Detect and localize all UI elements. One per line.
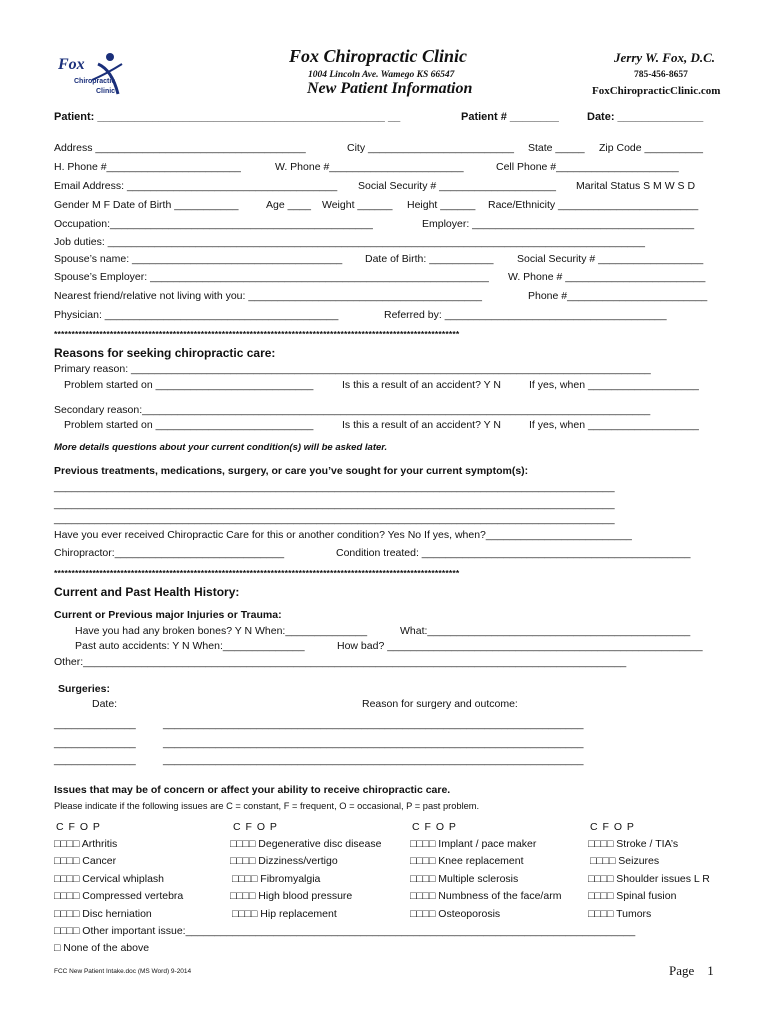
issue-tumors[interactable]	[588, 908, 651, 920]
secondary-started-field[interactable]: Problem started on ___________________________	[64, 419, 314, 431]
issue-compressed-vertebra[interactable]	[54, 890, 183, 902]
issue-label: Degenerative disc disease	[258, 838, 382, 850]
checkboxes[interactable]: □□□□	[232, 908, 258, 920]
issue-other[interactable]	[54, 925, 635, 937]
spouse-dob-field[interactable]: Date of Birth: ___________	[365, 253, 494, 265]
chiropractic-care-question[interactable]: Have you ever received Chiropractic Care for this or another condition? Yes No If yes, when?_________________________	[54, 529, 632, 541]
issue-seizures[interactable]	[590, 855, 659, 867]
details-note: More details questions about your current condition(s) will be asked later.	[54, 442, 388, 453]
checkboxes[interactable]: □□□□	[230, 890, 256, 902]
issue-label: Multiple sclerosis	[438, 873, 519, 885]
issue-label: Shoulder issues L R	[616, 873, 710, 885]
home-phone-field[interactable]: H. Phone #_______________________	[54, 161, 241, 173]
issue-label: Arthritis	[81, 838, 118, 850]
clinic-phone: 785-456-8657	[634, 70, 688, 80]
issue-label: Compressed vertebra	[82, 890, 184, 902]
surgery-date-1[interactable]: ______________	[54, 718, 136, 730]
issue-high-blood-pressure[interactable]	[230, 890, 352, 902]
issue-arthritis[interactable]	[54, 838, 117, 850]
checkboxes[interactable]: □□□□	[410, 908, 436, 920]
issue-label: High blood pressure	[258, 890, 353, 902]
issues-heading: Issues that may be of concern or affect your ability to receive chiropractic care.	[54, 784, 451, 796]
issue-label: Fibromyalgia	[260, 873, 321, 885]
logo-fox-text: Fox	[58, 56, 85, 73]
clinic-address: 1004 Lincoln Ave. Wamego KS 66547	[308, 70, 455, 80]
issue-multiple-sclerosis[interactable]	[410, 873, 518, 885]
issue-label: Cancer	[82, 855, 117, 867]
cfop-header-3: C F O P	[412, 821, 457, 833]
issue-implant[interactable]	[410, 838, 536, 850]
checkboxes[interactable]: □□□□	[232, 873, 258, 885]
previous-treatments-line-1[interactable]: ________________________________________________________________________________________________	[54, 481, 615, 493]
broken-bones-what-field[interactable]: What:_____________________________________________	[400, 625, 691, 637]
cfop-header-2: C F O P	[233, 821, 278, 833]
spouse-work-phone-field[interactable]: W. Phone # ________________________	[508, 271, 706, 283]
employer-field[interactable]: Employer: ______________________________________	[422, 218, 695, 230]
spouse-name-field[interactable]: Spouse’s name: ____________________________________	[54, 253, 343, 265]
surgery-reason-2[interactable]: ________________________________________________________________________	[163, 737, 584, 749]
footer-filename: FCC New Patient Intake.doc (MS Word) 9-2014	[54, 968, 192, 975]
checkboxes[interactable]: □□□□	[588, 838, 614, 850]
issue-spinal-fusion[interactable]	[588, 890, 676, 902]
issue-knee-replacement[interactable]	[410, 855, 524, 867]
nearest-relative-field[interactable]: Nearest friend/relative not living with you: ________________________________________	[54, 290, 482, 302]
race-field[interactable]: Race/Ethnicity ________________________	[488, 199, 699, 211]
surgeries-heading: Surgeries:	[58, 683, 110, 695]
previous-treatments-line-3[interactable]: ________________________________________________________________________________________________	[54, 513, 615, 525]
patient-name-field[interactable]: Patient: _______________________________________________ __	[54, 111, 401, 123]
checkboxes[interactable]: □□□□	[410, 890, 436, 902]
issue-label: Seizures	[618, 855, 660, 867]
secondary-when-field[interactable]: If yes, when ___________________	[529, 419, 699, 431]
surgery-date-3[interactable]: ______________	[54, 754, 136, 766]
issue-label: Numbness of the face/arm	[438, 890, 562, 902]
address-field[interactable]: Address ____________________________________	[54, 142, 306, 154]
other-issue-field[interactable]: Other important issue:_____________________________________________________________________________	[82, 925, 636, 937]
separator-stars-2: ********************************************************************************************************************	[54, 568, 460, 578]
checkboxes[interactable]: □□□□	[410, 838, 436, 850]
issue-degenerative-disc[interactable]	[230, 838, 381, 850]
checkboxes[interactable]: □□□□	[410, 873, 436, 885]
clinic-name: Fox Chiropractic Clinic	[289, 46, 468, 66]
checkboxes[interactable]: □□□□	[54, 838, 80, 850]
occupation-field[interactable]: Occupation:_____________________________________________	[54, 218, 373, 230]
email-field[interactable]: Email Address: ____________________________________	[54, 180, 338, 192]
issue-disc-herniation[interactable]	[54, 908, 152, 920]
checkboxes[interactable]: □□□□	[54, 908, 80, 920]
checkboxes[interactable]: □□□□	[588, 908, 614, 920]
history-heading: Current and Past Health History:	[54, 585, 240, 599]
checkboxes[interactable]: □□□□	[230, 838, 256, 850]
issue-label: Implant / pace maker	[438, 838, 537, 850]
form-title: New Patient Information	[307, 80, 473, 97]
spouse-employer-field[interactable]: Spouse’s Employer: __________________________________________________________	[54, 271, 489, 283]
separator-stars: ********************************************************************************************************************	[54, 329, 460, 339]
date-field[interactable]: Date: ______________	[587, 111, 704, 123]
issue-label: Cervical whiplash	[82, 873, 164, 885]
surgery-date-2[interactable]: ______________	[54, 737, 136, 749]
cell-phone-field[interactable]: Cell Phone #_____________________	[496, 161, 679, 173]
issue-stroke[interactable]	[588, 838, 678, 850]
broken-bones-field[interactable]: Have you had any broken bones? Y N When:______________	[75, 625, 368, 637]
secondary-reason-field[interactable]: Secondary reason:_______________________________________________________________________________________	[54, 404, 651, 416]
issue-label: Dizziness/vertigo	[258, 855, 338, 867]
issue-label: Tumors	[616, 908, 652, 920]
primary-when-field[interactable]: If yes, when ___________________	[529, 379, 699, 391]
cfop-header-4: C F O P	[590, 821, 635, 833]
clinic-logo	[52, 50, 132, 102]
issue-label: Osteoporosis	[438, 908, 501, 920]
primary-started-field[interactable]: Problem started on ___________________________	[64, 379, 314, 391]
condition-treated-field[interactable]: Condition treated: ______________________________________________	[336, 547, 691, 559]
surgery-reason-1[interactable]: ________________________________________________________________________	[163, 718, 584, 730]
zip-field[interactable]: Zip Code __________	[599, 142, 703, 154]
physician-field[interactable]: Physician: ________________________________________	[54, 309, 339, 321]
surgery-reason-label: Reason for surgery and outcome:	[362, 698, 518, 710]
secondary-accident-field[interactable]: Is this a result of an accident? Y N	[342, 419, 501, 431]
issue-cervical-whiplash[interactable]	[54, 873, 164, 885]
issues-instructions: Please indicate if the following issues are C = constant, F = frequent, O = occasional, P = past problem.	[54, 801, 480, 811]
issue-label: Hip replacement	[260, 908, 337, 920]
issue-fibromyalgia[interactable]	[232, 873, 320, 885]
work-phone-field[interactable]: W. Phone #_______________________	[275, 161, 464, 173]
other-injuries-field[interactable]: Other:_____________________________________________________________________________________________	[54, 656, 627, 668]
issue-label: Spinal fusion	[616, 890, 677, 902]
state-field[interactable]: State _____	[528, 142, 585, 154]
auto-accidents-field[interactable]: Past auto accidents: Y N When:______________	[75, 640, 305, 652]
checkboxes[interactable]: □□□□	[54, 873, 80, 885]
logo-line2: Clinic	[96, 88, 116, 95]
primary-accident-field[interactable]: Is this a result of an accident? Y N	[342, 379, 501, 391]
issue-shoulder[interactable]	[588, 873, 710, 885]
issue-numbness[interactable]	[410, 890, 561, 902]
reasons-heading: Reasons for seeking chiropractic care:	[54, 346, 276, 360]
relative-phone-field[interactable]: Phone #________________________	[528, 290, 708, 302]
clinic-website[interactable]: FoxChiropracticClinic.com	[592, 85, 721, 97]
checkboxes[interactable]: □□□□	[588, 890, 614, 902]
issue-hip-replacement[interactable]	[232, 908, 337, 920]
weight-field[interactable]: Weight ______	[322, 199, 393, 211]
marital-status-field[interactable]: Marital Status S M W S D	[576, 180, 696, 192]
issue-label: Stroke / TIA’s	[616, 838, 679, 850]
previous-treatments-heading: Previous treatments, medications, surgery, or care you’ve sought for your current symptom(s):	[54, 465, 529, 477]
city-field[interactable]: City _________________________	[347, 142, 514, 154]
page-number: Page 1	[669, 963, 714, 978]
issue-label: Disc herniation	[82, 908, 152, 920]
chiropractor-field[interactable]: Chiropractor:_____________________________	[54, 547, 285, 559]
issue-cancer[interactable]	[54, 855, 116, 867]
checkboxes[interactable]: □□□□	[54, 855, 80, 867]
auto-accidents-how-bad-field[interactable]: How bad? ______________________________________________________	[337, 640, 703, 652]
previous-treatments-line-2[interactable]: ________________________________________________________________________________________________	[54, 498, 615, 510]
height-field[interactable]: Height ______	[407, 199, 476, 211]
ssn-field[interactable]: Social Security # ____________________	[358, 180, 556, 192]
surgery-date-label: Date:	[92, 698, 118, 710]
issue-osteoporosis[interactable]	[410, 908, 500, 920]
surgery-reason-3[interactable]: ________________________________________________________________________	[163, 754, 584, 766]
patient-number-field[interactable]: Patient # ________	[461, 111, 559, 123]
cfop-header-1: C F O P	[56, 821, 101, 833]
checkboxes[interactable]: □□□□	[54, 890, 80, 902]
checkboxes[interactable]: □□□□	[410, 855, 436, 867]
checkboxes[interactable]: □□□□	[590, 855, 616, 867]
job-duties-field[interactable]: Job duties: ____________________________________________________________________________________________	[54, 236, 645, 248]
issue-dizziness[interactable]	[230, 855, 338, 867]
issue-label: Knee replacement	[438, 855, 524, 867]
spouse-ssn-field[interactable]: Social Security # __________________	[517, 253, 704, 265]
checkboxes[interactable]: □□□□	[588, 873, 614, 885]
checkboxes[interactable]: □□□□	[54, 925, 80, 937]
age-field[interactable]: Age ____	[266, 199, 311, 211]
primary-reason-field[interactable]: Primary reason: _________________________________________________________________________________________	[54, 363, 651, 375]
logo-line1: Chiropractic	[74, 78, 116, 85]
referred-by-field[interactable]: Referred by: ______________________________________	[384, 309, 667, 321]
injuries-heading: Current or Previous major Injuries or Trauma:	[54, 609, 282, 621]
checkboxes[interactable]: □□□□	[230, 855, 256, 867]
doctor-name: Jerry W. Fox, D.C.	[614, 50, 715, 65]
none-of-the-above-checkbox[interactable]: □ None of the above	[54, 942, 150, 954]
gender-dob-field[interactable]: Gender M F Date of Birth ___________	[54, 199, 239, 211]
